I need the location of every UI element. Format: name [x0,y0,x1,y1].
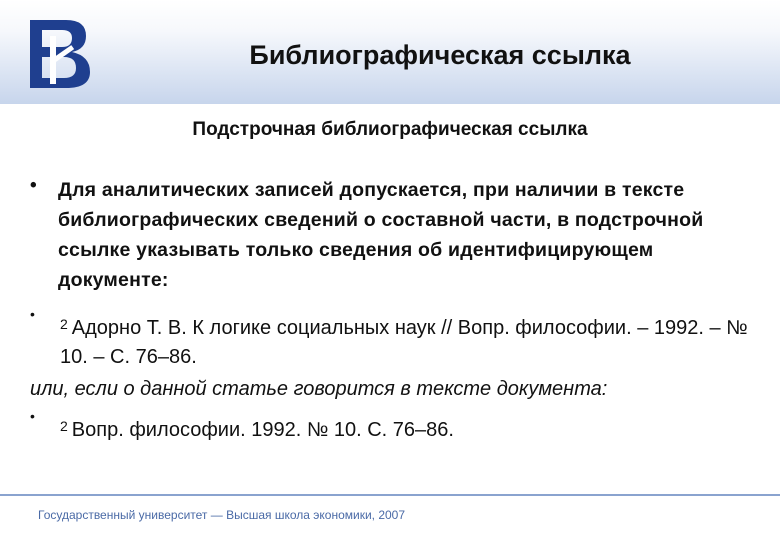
main-bullet [30,175,760,295]
footer-text: Государственный университет — Высшая школа экономики, 2007 [38,508,406,522]
footer-divider [0,494,780,496]
slide-subtitle: Подстрочная библиографическая ссылка [192,119,588,140]
bullet-icon: • [30,306,35,322]
reference-item [30,306,770,372]
reference-text: Вопр. философии. 1992. № 10. С. 76–86. [71,419,454,441]
bullet-icon: • [30,408,35,424]
reference-item [30,408,770,445]
slide-title: Библиографическая ссылка [249,40,631,70]
footnote-number: 2 [60,316,68,332]
reference-text: Адорно Т. В. К логике социальных наук // Вопр. философии. – 1992. – № 10. – С. 76–86. [60,317,748,368]
bullet-icon: • [30,175,37,196]
bullet-text: Для аналитических записей допускается, при наличии в тексте библиографических сведений о составной части, в подстрочной ссылке указывать только сведения об идентифицирующем документе: [58,179,704,291]
alternative-note: или, если о данной статье говорится в тексте документа: [30,378,608,400]
hse-logo [26,16,94,90]
footnote-number: 2 [60,418,68,434]
